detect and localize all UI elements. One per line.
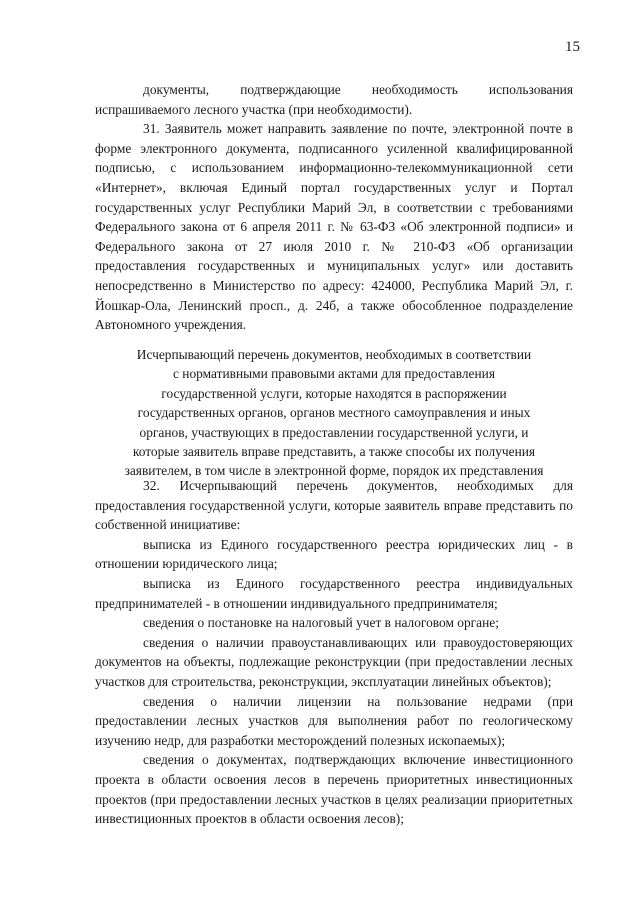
- page-number: 15: [565, 39, 580, 55]
- heading-line: которые заявитель вправе представить, а также способы их получения: [132, 444, 536, 460]
- continuation-paragraph: документы, подтверждающие необходимость использования испрашиваемого лесного участка (при необходимости).: [95, 82, 573, 117]
- heading-line: Исчерпывающий перечень документов, необходимых в соответствии: [136, 347, 532, 362]
- list-item: выписка из Единого государственного реестра индивидуальных предпринимателей - в отношении индивидуального предпринимателя;: [95, 575, 573, 611]
- list-item: сведения о наличии правоустанавливающих или правоудостоверяющих документов на объекты, подлежащие реконструкции (при предоставлении лесных участков для строительства, реконструкции, эксплуатации линейных объектов);: [95, 634, 573, 689]
- top-text-block: [95, 80, 573, 335]
- heading-line: с нормативными правовыми актами для предоставления: [172, 366, 495, 382]
- paragraph-32: 32. Исчерпывающий перечень документов, необходимых для предоставления государственной услуги, которые заявитель вправе представить по собственной инициативе:: [95, 478, 573, 533]
- list-item: сведения о наличии лицензии на пользование недрами (при предоставлении лесных участков для выполнения работ по геологическому изучению недр, для разработки месторождений полезных ископаемых);: [95, 693, 573, 748]
- list-item: сведения о документах, подтверждающих включение инвестиционного проекта в области освоения лесов в перечень приоритетных инвестиционных проектов (при предоставлении лесных участков в целях реализации приоритетных инвестиционных проектов в области освоения лесов);: [95, 752, 573, 827]
- heading-line: заявителем, в том числе в электронной форме, порядок их представления: [124, 463, 544, 479]
- list-item: сведения о постановке на налоговый учет в налоговом органе;: [143, 615, 499, 631]
- bottom-text-block: [95, 476, 573, 829]
- section-heading: [92, 345, 576, 481]
- paragraph-31: 31. Заявитель может направить заявление по почте, электронной почте в форме электронного документа, подписанного усиленной квалифицированной подписью, с использованием информационно-телекоммуникационной сети «Интернет», включая Единый портал государственных услуг и Портал государственных услуг Республики Марий Эл, в соответствии с требованиями Федерального закона от 6 апреля 2011 г. № 63-ФЗ «Об электронной подписи» и Федерального закона от 27 июля 2010 г. № 210-ФЗ «Об организации предоставления государственных и муниципальных услуг» или доставить непосредственно в Министерство по адресу: 424000, Республика Марий Эл, г. Йошкар-Ола, Ленинский просп., д. 24б, а также обособленное подразделение Автономного учреждения.: [95, 121, 573, 333]
- heading-line: государственной услуги, которые находятся в распоряжении: [161, 385, 507, 401]
- heading-line: органов, участвующих в предоставлении государственной услуги, и: [139, 424, 529, 440]
- list-item: выписка из Единого государственного реестра юридических лиц - в отношении юридического лица;: [95, 536, 573, 572]
- heading-line: государственных органов, органов местного самоуправления и иных: [137, 405, 531, 421]
